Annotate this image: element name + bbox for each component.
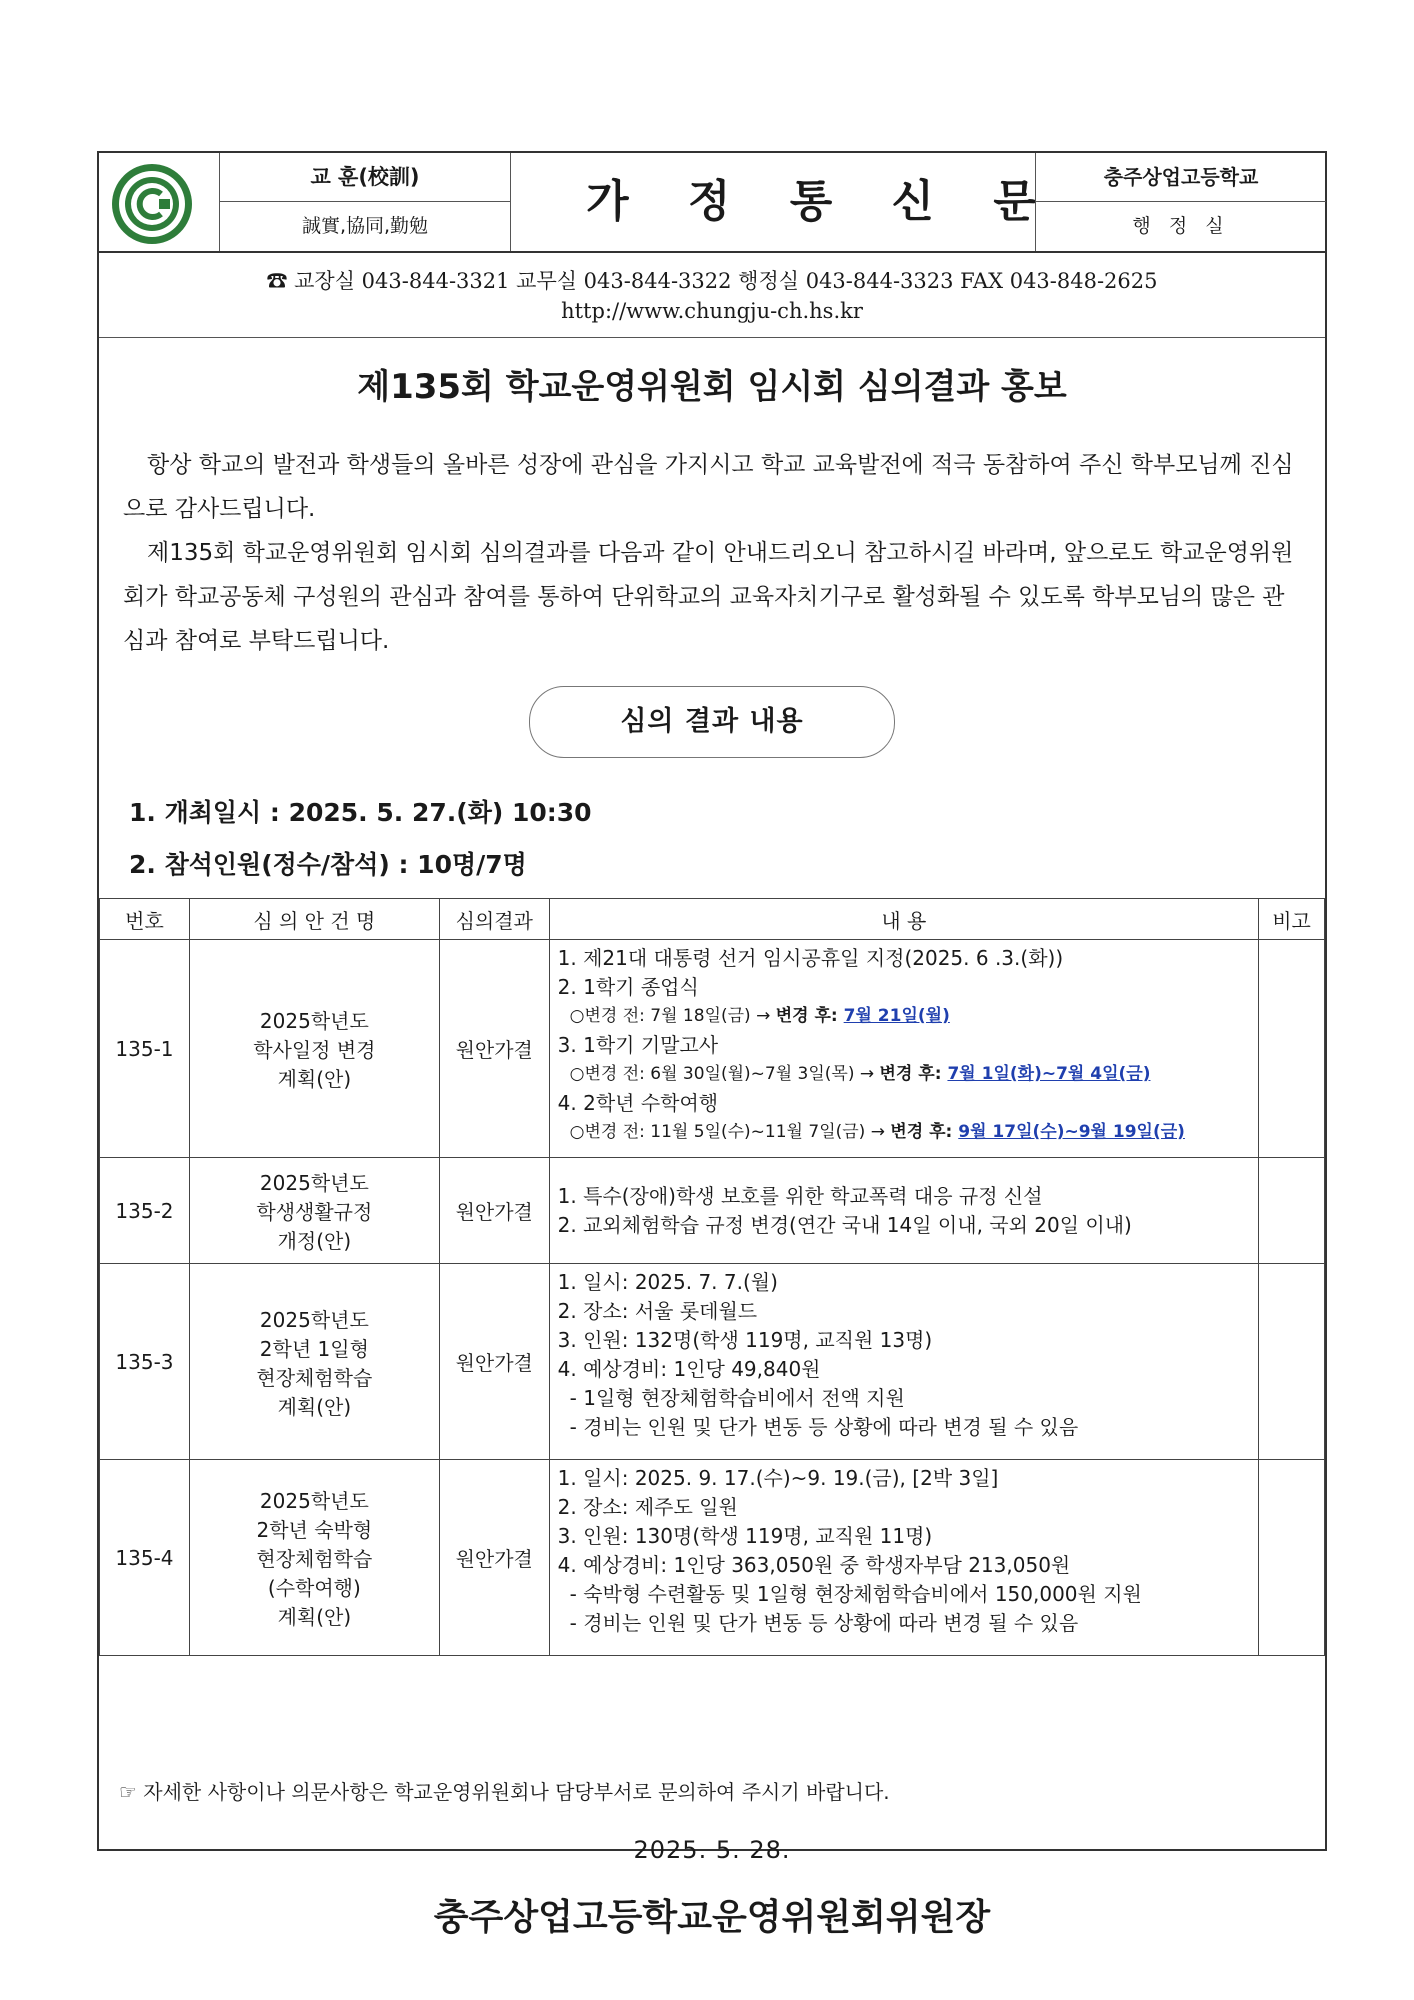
row-content: 1. 일시: 2025. 9. 17.(수)~9. 19.(금), [2박 3일] 2. 장소: 제주도 일원 3. 인원: 130명(학생 119명, 교직원 11명) 4. 예상경비: 1인당 363,050원 중 학생자부담 213,050원 - 숙박형 수련활동 및 1일형 현장체험학습비에서 150,000원 지원 - 경비는 인원 및 단가 변동 등 상황에 따라 변경 될 수 있음	[549, 1460, 1258, 1656]
row-remarks	[1259, 1158, 1325, 1264]
school-box	[1035, 153, 1326, 251]
changed-date: 7월 21일(월)	[843, 1006, 950, 1026]
results-table	[99, 898, 1325, 1656]
motto-box	[219, 153, 511, 251]
row-content: 1. 특수(장애)학생 보호를 위한 학교폭력 대응 규정 신설 2. 교외체험학습 규정 변경(연간 국내 14일 이내, 국외 20일 이내)	[549, 1158, 1258, 1264]
page-title: 제135회 학교운영위원회 임시회 심의결과 홍보	[357, 367, 1067, 407]
table-row	[100, 940, 1325, 1158]
contact-info	[99, 253, 1325, 338]
row-number: 135-3	[100, 1264, 190, 1460]
header-remarks: 비고	[1259, 899, 1325, 940]
table-row	[100, 1264, 1325, 1460]
row-remarks	[1259, 940, 1325, 1158]
table-row	[100, 1158, 1325, 1264]
signature: 충주상업고등학교운영위원회위원장	[433, 1897, 991, 1938]
header	[99, 153, 1325, 253]
changed-date: 7월 1일(화)~7월 4일(금)	[947, 1064, 1151, 1084]
table-header-row	[100, 899, 1325, 940]
row-item-name: 2025학년도 학사일정 변경 계획(안)	[189, 940, 439, 1158]
header-item-name: 심 의 안 건 명	[189, 899, 439, 940]
row-result: 원안가결	[439, 940, 549, 1158]
website-link[interactable]: http://www.chungju-ch.hs.kr	[561, 299, 863, 323]
row-number: 135-4	[100, 1460, 190, 1656]
attendance: 2. 참석인원(정수/참석) : 10명/7명	[129, 850, 527, 879]
newsletter-title: 가 정 통 신 문	[586, 176, 1058, 227]
motto-text: 誠實,協同,勤勉	[301, 215, 429, 237]
row-content: 1. 일시: 2025. 7. 7.(월) 2. 장소: 서울 롯데월드 3. 인원: 132명(학생 119명, 교직원 13명) 4. 예상경비: 1인당 49,840원 - 1일형 현장체험학습비에서 전액 지원 - 경비는 인원 및 단가 변동 등 상황에 따라 변경 될 수 있음	[549, 1264, 1258, 1460]
inquiry-note: ☞ 자세한 사항이나 의문사항은 학교운영위원회나 담당부서로 문의하여 주시기 바랍니다.	[119, 1780, 890, 1804]
row-item-name: 2025학년도 2학년 숙박형 현장체험학습 (수학여행) 계획(안)	[189, 1460, 439, 1656]
school-name: 충주상업고등학교	[1036, 153, 1326, 202]
row-number: 135-1	[100, 940, 190, 1158]
notice-paragraph: 제135회 학교운영위원회 임시회 심의결과를 다음과 같이 안내드리오니 참고하시길 바라며, 앞으로도 학교운영위원회가 학교공동체 구성원의 관심과 참여를 통하여 단위학교의 교육자치기구로 활성화될 수 있도록 학부모님의 많은 관심과 참여로 부탁드립니다.	[123, 540, 1294, 654]
phone-numbers: ☎ 교장실 043-844-3321 교무실 043-844-3322 행정실 043-844-3323 FAX 043-848-2625	[266, 269, 1158, 293]
row-item-name: 2025학년도 2학년 1일형 현장체험학습 계획(안)	[189, 1264, 439, 1460]
changed-date: 9월 17일(수)~9월 19일(금)	[958, 1122, 1185, 1142]
intro-paragraph: 항상 학교의 발전과 학생들의 올바른 성장에 관심을 가지시고 학교 교육발전에 적극 동참하여 주신 학부모님께 진심으로 감사드립니다.	[123, 452, 1294, 522]
motto-title: 교 훈(校訓)	[220, 153, 510, 202]
row-number: 135-2	[100, 1158, 190, 1264]
table-row	[100, 1460, 1325, 1656]
row-content: 1. 제21대 대통령 선거 임시공휴일 지정(2025. 6 .3.(화)) 2. 1학기 종업식 ○변경 전: 7월 18일(금) → 변경 후: 7월 21일(월) 3. 1학기 기말고사 ○변경 전: 6월 30일(월)~7월 3일(목) → 변경 후: 7월 1일(화)~7월 4일(금) 4. 2학년 수학여행 ○변경 전: 11월 5일(수)~11월 7일(금) → 변경 후: 9월 17일(수)~9월 19일(금)	[549, 940, 1258, 1158]
office-name: 행 정 실	[1132, 215, 1230, 237]
school-logo-icon	[109, 161, 195, 247]
header-result: 심의결과	[439, 899, 549, 940]
row-result: 원안가결	[439, 1264, 549, 1460]
row-remarks	[1259, 1264, 1325, 1460]
row-result: 원안가결	[439, 1158, 549, 1264]
row-result: 원안가결	[439, 1460, 549, 1656]
row-remarks	[1259, 1460, 1325, 1656]
row-item-name: 2025학년도 학생생활규정 개정(안)	[189, 1158, 439, 1264]
issue-date: 2025. 5. 28.	[633, 1836, 791, 1864]
header-number: 번호	[100, 899, 190, 940]
section-heading: 심의 결과 내용	[529, 686, 895, 758]
header-content: 내 용	[549, 899, 1258, 940]
newsletter-page	[97, 151, 1327, 1938]
meeting-date: 1. 개최일시 : 2025. 5. 27.(화) 10:30	[129, 798, 592, 827]
